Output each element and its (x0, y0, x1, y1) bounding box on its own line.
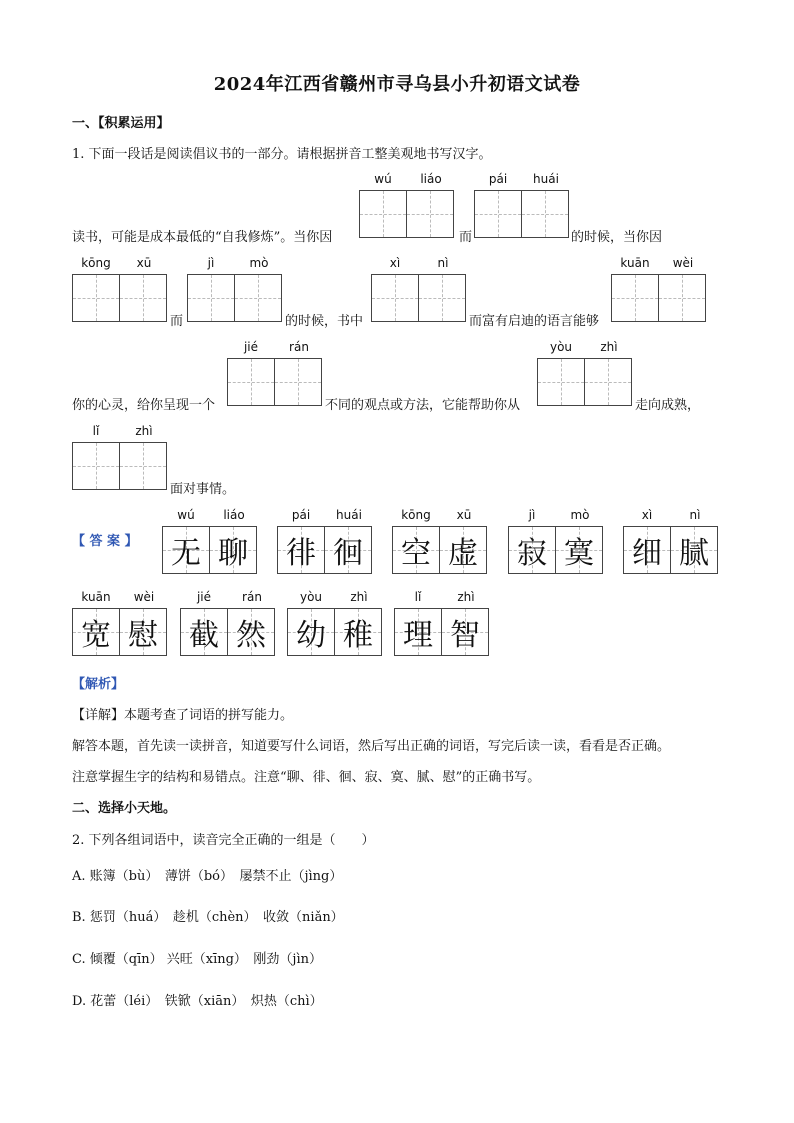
answer-char: 虚 (440, 526, 487, 574)
pinyin: zhì (457, 590, 475, 604)
question-1-stem: 1. 下面一段话是阅读倡议书的一部分。请根据拼音工整美观地书写汉字。 (72, 147, 492, 162)
answer-pair (394, 590, 490, 656)
answer-char: 无 (162, 526, 210, 574)
pinyin: jié (243, 340, 259, 354)
pinyin: wèi (133, 590, 155, 604)
pinyin: wèi (672, 256, 694, 270)
blank-group-paihuai (474, 172, 570, 238)
pinyin: xū (136, 256, 152, 270)
passage-text: 读书，可能是成本最低的“自我修炼”。当你因 (72, 230, 333, 245)
write-box[interactable] (275, 358, 322, 406)
answer-char: 理 (394, 608, 442, 656)
explanation-line: 注意掌握生字的结构和易错点。注意“聊、徘、徊、寂、寞、腻、慰”的正确书写。 (72, 770, 541, 785)
pinyin: xì (389, 256, 401, 270)
write-box[interactable] (120, 274, 167, 322)
pinyin: pái (291, 508, 311, 522)
answer-char: 徘 (277, 526, 325, 574)
answer-char: 空 (392, 526, 440, 574)
blank-group-wuliao (359, 172, 455, 238)
pinyin: xū (456, 508, 472, 522)
write-box[interactable] (72, 274, 120, 322)
pinyin: kuān (620, 256, 650, 270)
pinyin: mò (249, 256, 269, 270)
answer-char: 智 (442, 608, 489, 656)
pinyin: lǐ (92, 424, 100, 438)
write-box[interactable] (419, 274, 466, 322)
passage-text: 而 (459, 230, 473, 245)
pinyin: huái (336, 508, 362, 522)
write-box[interactable] (474, 190, 522, 238)
pinyin: yòu (299, 590, 323, 604)
answer-pair (392, 508, 488, 574)
pinyin: kōng (401, 508, 431, 522)
page-title: 2024年江西省赣州市寻乌县小升初语文试卷 (213, 74, 581, 95)
answer-pair (287, 590, 383, 656)
detail-line (72, 704, 293, 723)
passage-text: 而富有启迪的语言能够 (469, 314, 600, 329)
answer-char: 腻 (671, 526, 718, 574)
write-box[interactable] (407, 190, 454, 238)
answer-char: 寞 (556, 526, 603, 574)
pinyin: mò (570, 508, 590, 522)
detail-text: 本题考查了词语的拼写能力。 (124, 708, 294, 723)
option-b[interactable]: B. 惩罚（huá） 趁机（chèn） 收敛（niǎn） (72, 910, 344, 925)
pinyin: kōng (81, 256, 111, 270)
blank-group-xini (371, 256, 467, 322)
write-box[interactable] (611, 274, 659, 322)
pinyin: zhì (600, 340, 618, 354)
pinyin: yòu (549, 340, 573, 354)
blank-group-kongxu (72, 256, 168, 322)
passage-text: 你的心灵，给你呈现一个 (72, 398, 216, 413)
pinyin: kuān (81, 590, 111, 604)
answer-char: 宽 (72, 608, 120, 656)
write-box[interactable] (371, 274, 419, 322)
answer-pair (162, 508, 258, 574)
answer-pair (180, 590, 276, 656)
answer-char: 然 (228, 608, 275, 656)
pinyin: huái (533, 172, 559, 186)
pinyin: wú (374, 172, 392, 186)
pinyin: pái (488, 172, 508, 186)
section-heading-1: 一、【积累运用】 (72, 116, 170, 131)
blank-group-kuanwei (611, 256, 707, 322)
write-box[interactable] (585, 358, 632, 406)
pinyin: rán (289, 340, 309, 354)
pinyin: xì (641, 508, 653, 522)
write-box[interactable] (227, 358, 275, 406)
pinyin: jì (528, 508, 536, 522)
answer-char: 慰 (120, 608, 167, 656)
passage-text: 的时候，书中 (285, 314, 364, 329)
write-box[interactable] (235, 274, 282, 322)
answer-char: 寂 (508, 526, 556, 574)
option-d[interactable]: D. 花蕾（léi） 铁锨（xiān） 炽热（chì） (72, 994, 323, 1009)
pinyin: liáo (420, 172, 442, 186)
pinyin: nì (689, 508, 701, 522)
answer-char: 细 (623, 526, 671, 574)
answer-pair (277, 508, 373, 574)
answer-char: 聊 (210, 526, 257, 574)
passage-text: 走向成熟， (635, 398, 701, 413)
pinyin: zhì (350, 590, 368, 604)
passage-text: 面对事情。 (170, 482, 236, 497)
answer-char: 幼 (287, 608, 335, 656)
answer-char: 截 (180, 608, 228, 656)
option-c[interactable]: C. 倾覆（qīn） 兴旺（xīng） 刚劲（jìn） (72, 952, 322, 967)
write-box[interactable] (359, 190, 407, 238)
passage-text: 而 (170, 314, 184, 329)
section-heading-2: 二、选择小天地。 (72, 801, 177, 816)
answer-pair (72, 590, 168, 656)
passage-text: 的时候，当你因 (571, 230, 663, 245)
detail-label: 【详解】 (72, 708, 125, 723)
answer-label: 【 答 案 】 (72, 534, 138, 549)
write-box[interactable] (522, 190, 569, 238)
question-2-stem: 2. 下列各组词语中，读音完全正确的一组是（ ） (72, 833, 375, 848)
answer-pair (508, 508, 604, 574)
write-box[interactable] (72, 442, 120, 490)
analysis-label: 【解析】 (72, 677, 125, 692)
blank-group-lizhi (72, 424, 168, 490)
blank-group-youzhi (537, 340, 633, 406)
write-box[interactable] (659, 274, 706, 322)
answer-char: 徊 (325, 526, 372, 574)
option-a[interactable]: A. 账簿（bù） 薄饼（bó） 屡禁不止（jìng） (72, 869, 343, 884)
write-box[interactable] (120, 442, 167, 490)
blank-group-jimo (187, 256, 283, 322)
answer-char: 稚 (335, 608, 382, 656)
pinyin: jié (196, 590, 212, 604)
write-box[interactable] (537, 358, 585, 406)
pinyin: rán (242, 590, 262, 604)
write-box[interactable] (187, 274, 235, 322)
pinyin: zhì (135, 424, 153, 438)
pinyin: jì (207, 256, 215, 270)
blank-group-jieran (227, 340, 323, 406)
pinyin: wú (177, 508, 195, 522)
answer-pair (623, 508, 719, 574)
passage-text: 不同的观点或方法，它能帮助你从 (325, 398, 521, 413)
pinyin: lǐ (414, 590, 422, 604)
pinyin: nì (437, 256, 449, 270)
explanation-line: 解答本题，首先读一读拼音，知道要写什么词语，然后写出正确的词语，写完后读一读，看看是否正确。 (72, 739, 671, 754)
pinyin: liáo (223, 508, 245, 522)
